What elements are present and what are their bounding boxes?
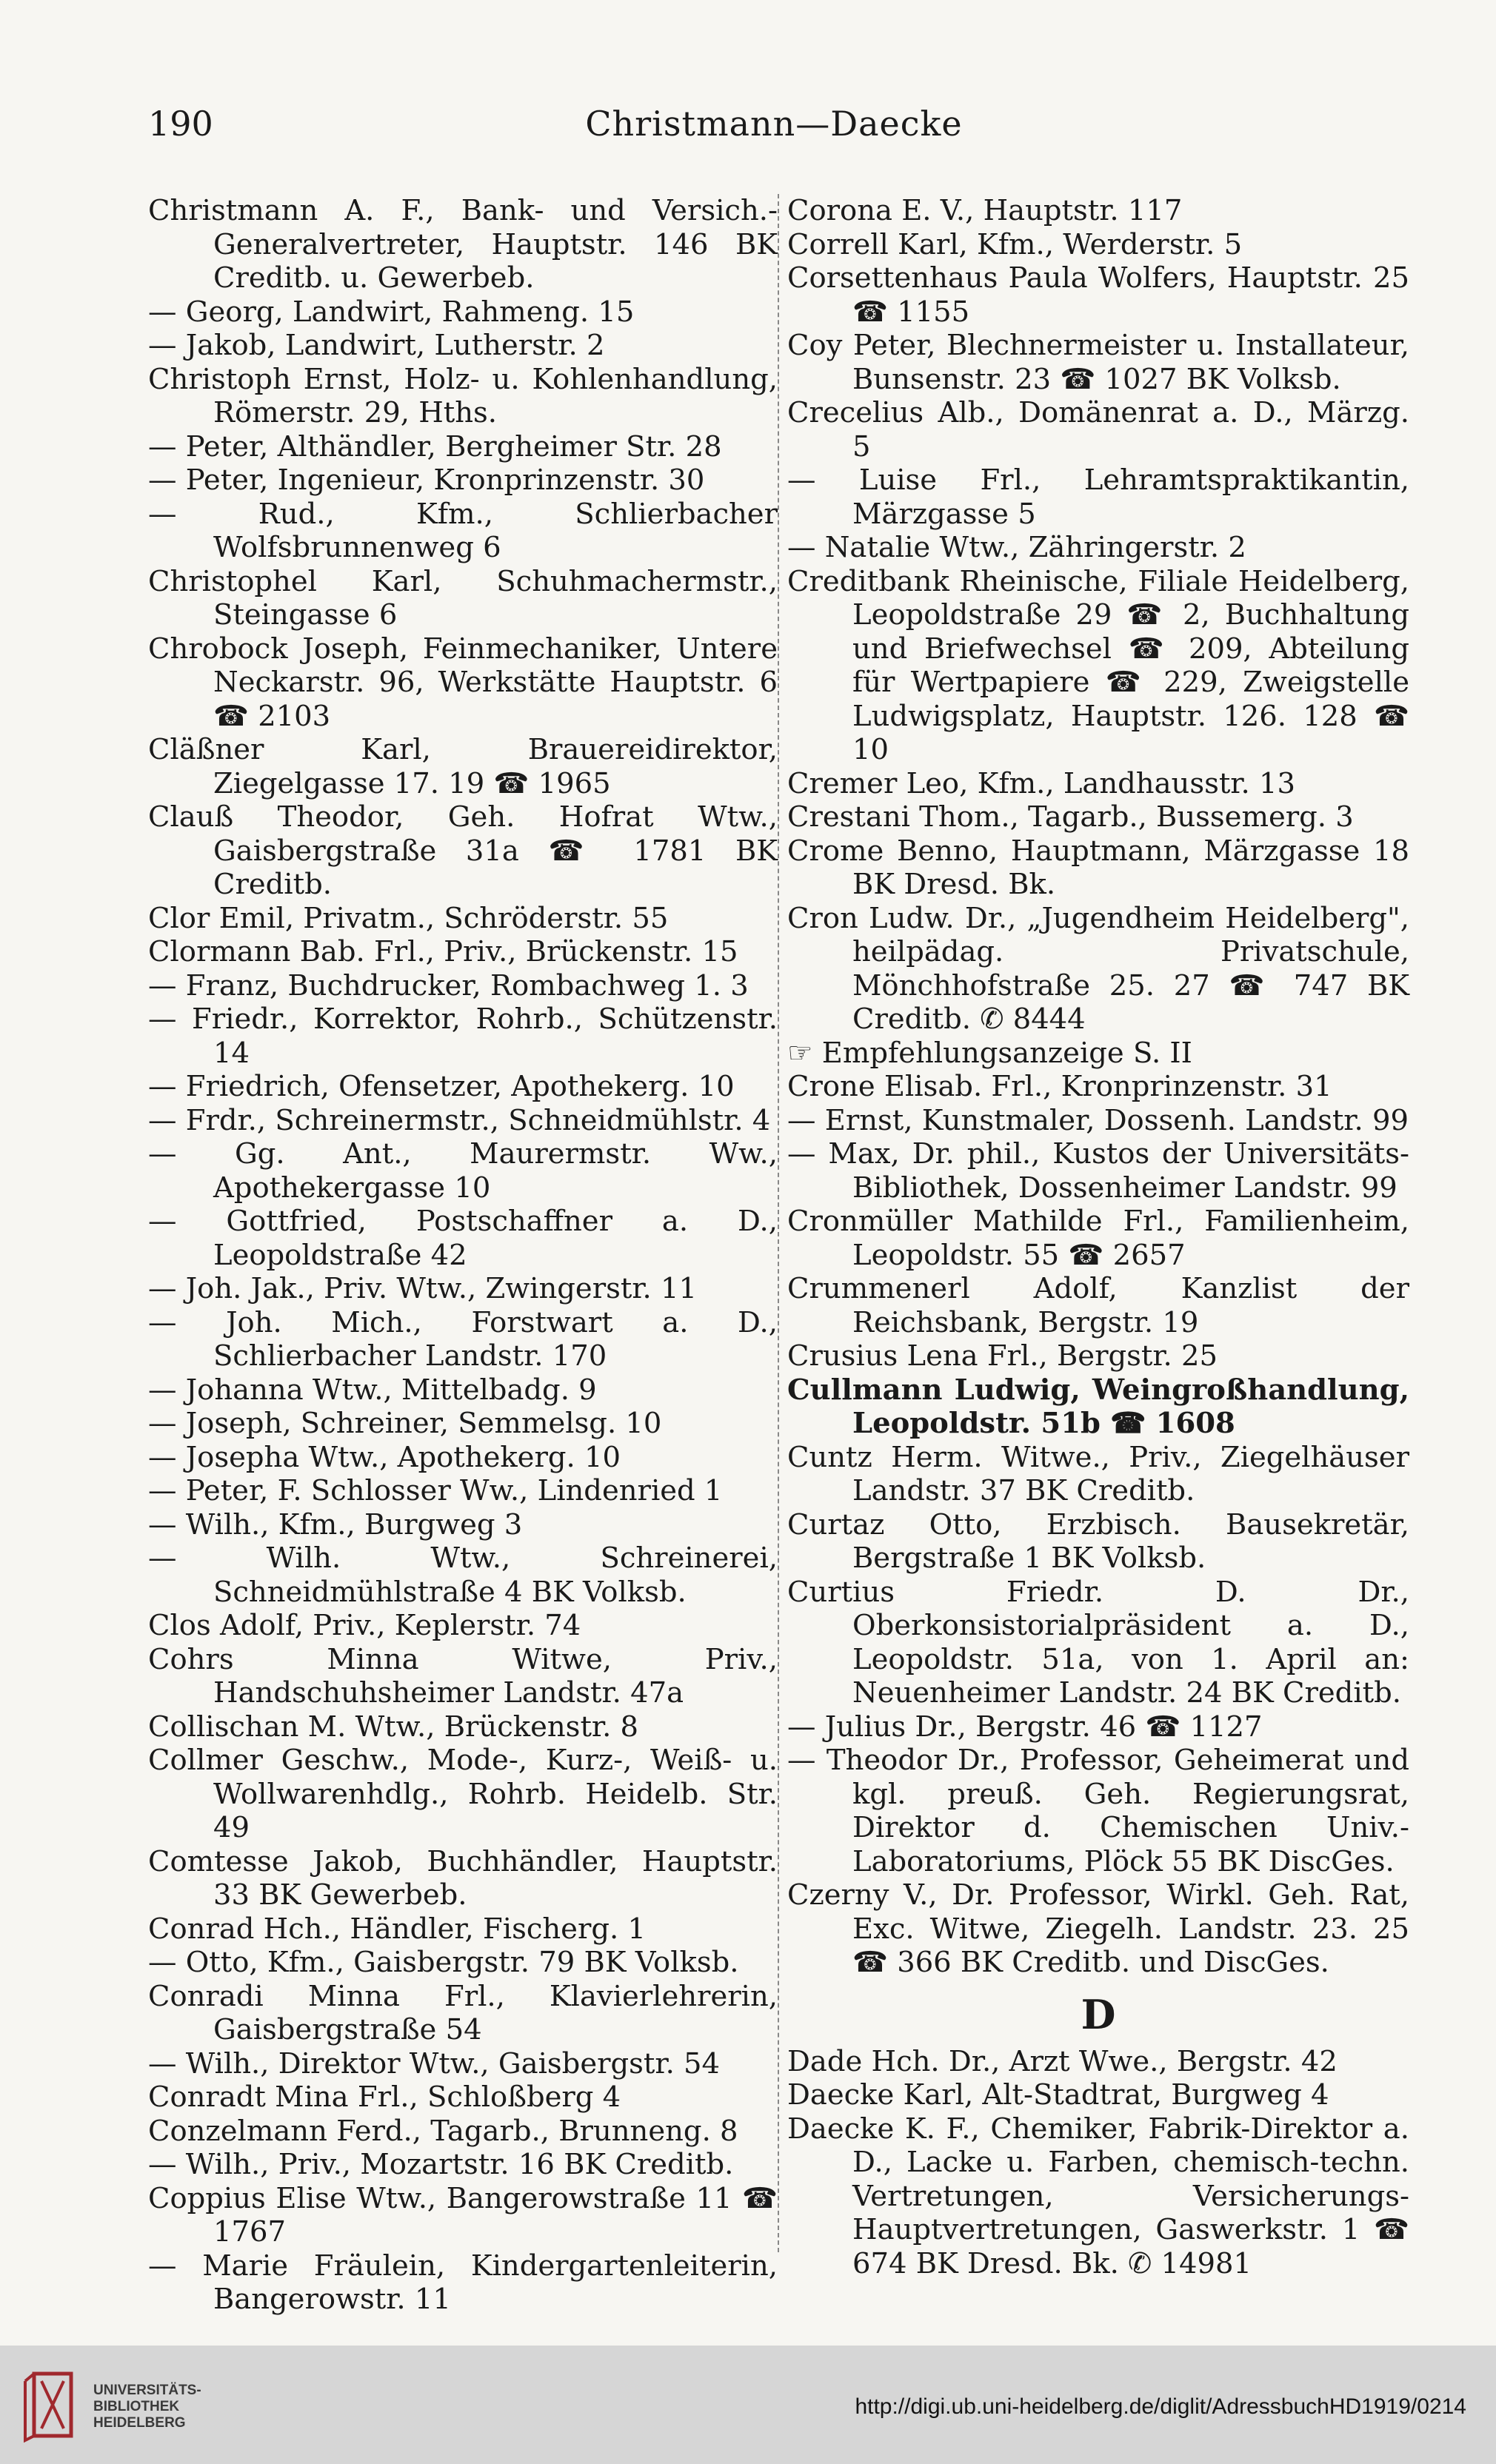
directory-entry: Czerny V., Dr. Professor, Wirkl. Geh. Rat, Exc. Witwe, Ziegelh. Landstr. 23. 25 ☎ 366 BK Creditb. und DiscGes. [787, 1878, 1409, 1979]
source-url-link[interactable]: http://digi.ub.uni-heidelberg.de/diglit/AdressbuchHD1919/0214 [855, 2394, 1466, 2419]
directory-entry: Coppius Elise Wtw., Bangerowstraße 11 ☎ 1767 [148, 2181, 778, 2249]
directory-entry: — Joh. Mich., Forstwart a. D., Schlierbacher Landstr. 170 [148, 1305, 778, 1373]
directory-entry: — Frdr., Schreinermstr., Schneidmühlstr. 4 [148, 1103, 771, 1137]
directory-entry: Clor Emil, Privatm., Schröderstr. 55 [148, 901, 669, 935]
directory-entry: Crecelius Alb., Domänenrat a. D., Märzg. 5 [787, 396, 1409, 463]
directory-entry: — Friedrich, Ofensetzer, Apothekerg. 10 [148, 1070, 735, 1103]
directory-entry: — Wilh. Wtw., Schreinerei, Schneidmühlstraße 4 BK Volksb. [148, 1541, 778, 1609]
directory-entry: — Peter, Althändler, Bergheimer Str. 28 [148, 429, 722, 463]
library-name-line: BIBLIOTHEK [93, 2399, 180, 2414]
directory-entry: Daecke Karl, Alt-Stadtrat, Burgweg 4 [787, 2078, 1329, 2112]
directory-entry: — Wilh., Direktor Wtw., Gaisbergstr. 54 [148, 2046, 721, 2080]
directory-entry: Conradt Mina Frl., Schloßberg 4 [148, 2080, 621, 2114]
directory-entry: Clormann Bab. Frl., Priv., Brückenstr. 15 [148, 935, 738, 968]
directory-entry: — Max, Dr. phil., Kustos der Universitäts-Bibliothek, Dossenheimer Landstr. 99 [787, 1137, 1409, 1205]
directory-entry: ☞ Empfehlungsanzeige S. II [787, 1036, 1192, 1070]
directory-entry: Crome Benno, Hauptmann, Märzgasse 18 BK Dresd. Bk. [787, 834, 1409, 901]
directory-entry: Curtaz Otto, Erzbisch. Bausekretär, Bergstraße 1 BK Volksb. [787, 1507, 1409, 1575]
left-column [148, 194, 778, 2317]
section-letter: D [1081, 1990, 1116, 2038]
directory-entry: — Friedr., Korrektor, Rohrb., Schützenstr. 14 [148, 1002, 778, 1070]
directory-entry: Daecke K. F., Chemiker, Fabrik-Direktor a. D., Lacke u. Farben, chemisch-techn. Vertretungen, Versicherungs-Hauptvertretungen, Gaswerkstr. 1 ☎ 674 BK Dresd. Bk. ✆ 14981 [787, 2112, 1409, 2280]
directory-entry: — Gottfried, Postschaffner a. D., Leopoldstraße 42 [148, 1205, 778, 1272]
directory-entry: Collmer Geschw., Mode-, Kurz-, Weiß- u. Wollwarenhdlg., Rohrb. Heidelb. Str. 49 [148, 1744, 778, 1844]
directory-entry: — Peter, F. Schlosser Ww., Lindenried 1 [148, 1474, 723, 1507]
directory-entry: Cronmüller Mathilde Frl., Familienheim, Leopoldstr. 55 ☎ 2657 [787, 1205, 1409, 1272]
directory-entry: — Joh. Jak., Priv. Wtw., Zwingerstr. 11 [148, 1272, 697, 1305]
directory-entry: Cron Ludw. Dr., „Jugendheim Heidelberg", heilpädag. Privatschule, Mönchhofstraße 25. 27 ☎ 747 BK Creditb. ✆ 8444 [787, 901, 1409, 1036]
directory-entry: Corona E. V., Hauptstr. 117 [787, 194, 1183, 227]
directory-entry: — Gg. Ant., Maurermstr. Ww., Apothekergasse 10 [148, 1137, 778, 1205]
directory-entry: Corsettenhaus Paula Wolfers, Hauptstr. 25 ☎ 1155 [787, 261, 1409, 329]
directory-entry: Crestani Thom., Tagarb., Bussemerg. 3 [787, 800, 1354, 834]
footer-bar [0, 2346, 1496, 2464]
directory-entry: — Marie Fräulein, Kindergartenleiterin, Bangerowstr. 11 [148, 2249, 778, 2316]
directory-entry: Coy Peter, Blechnermeister u. Installateur, Bunsenstr. 23 ☎ 1027 BK Volksb. [787, 329, 1409, 396]
directory-entry: Christmann A. F., Bank- und Versich.-Generalvertreter, Hauptstr. 146 BK Creditb. u. Gewerbeb. [148, 194, 778, 295]
directory-entry: — Johanna Wtw., Mittelbadg. 9 [148, 1373, 597, 1407]
directory-entry: Christophel Karl, Schuhmachermstr., Steingasse 6 [148, 564, 778, 632]
directory-entry: Curtius Friedr. D. Dr., Oberkonsistorialpräsident a. D., Leopoldstr. 51a, von 1. April an: Neuenheimer Landstr. 24 BK Creditb. [787, 1575, 1409, 1710]
directory-entry: — Peter, Ingenieur, Kronprinzenstr. 30 [148, 463, 705, 497]
directory-entry: Dade Hch. Dr., Arzt Wwe., Bergstr. 42 [787, 2044, 1338, 2078]
directory-entry: Correll Karl, Kfm., Werderstr. 5 [787, 227, 1243, 261]
directory-entry: — Luise Frl., Lehramtspraktikantin, Märzgasse 5 [787, 463, 1409, 531]
directory-entry: Cuntz Herm. Witwe., Priv., Ziegelhäuser Landstr. 37 BK Creditb. [787, 1440, 1409, 1507]
page-title: Christmann—Daecke [585, 104, 963, 144]
page-header [148, 104, 1400, 155]
library-name-line: HEIDELBERG [93, 2415, 186, 2431]
directory-entry: — Franz, Buchdrucker, Rombachweg 1. 3 [148, 968, 749, 1002]
directory-entry: — Joseph, Schreiner, Semmelsg. 10 [148, 1407, 662, 1440]
directory-entry: — Rud., Kfm., Schlierbacher Wolfsbrunnenweg 6 [148, 497, 778, 564]
library-name [93, 2383, 201, 2431]
directory-entry: Chrobock Joseph, Feinmechaniker, Untere Neckarstr. 96, Werkstätte Hauptstr. 6 ☎ 2103 [148, 632, 778, 733]
directory-entry: Creditbank Rheinische, Filiale Heidelberg, Leopoldstraße 29 ☎ 2, Buchhaltung und Briefwechsel ☎ 209, Abteilung für Wertpapiere ☎ 229, Zweigstelle Ludwigsplatz, Hauptstr. 126. 128 ☎ 10 [787, 564, 1409, 766]
directory-entry: — Josepha Wtw., Apothekerg. 10 [148, 1440, 621, 1474]
column-divider [778, 194, 779, 2252]
library-logo-icon [19, 2366, 87, 2443]
directory-entry: Comtesse Jakob, Buchhändler, Hauptstr. 33 BK Gewerbeb. [148, 1844, 778, 1912]
directory-entry: Crusius Lena Frl., Bergstr. 25 [787, 1339, 1218, 1373]
right-column [787, 194, 1409, 2280]
directory-entry: Cohrs Minna Witwe, Priv., Handschuhsheimer Landstr. 47a [148, 1642, 778, 1710]
directory-entry: — Otto, Kfm., Gaisbergstr. 79 BK Volksb. [148, 1946, 739, 1979]
directory-entry: Conzelmann Ferd., Tagarb., Brunneng. 8 [148, 2114, 738, 2148]
directory-entry: — Jakob, Landwirt, Lutherstr. 2 [148, 329, 605, 362]
directory-entry: — Ernst, Kunstmaler, Dossenh. Landstr. 99 [787, 1103, 1409, 1137]
directory-entry: Cullmann Ludwig, Weingroßhandlung, Leopoldstr. 51b ☎ 1608 [787, 1373, 1409, 1440]
directory-entry: — Georg, Landwirt, Rahmeng. 15 [148, 295, 635, 329]
directory-entry: — Wilh., Priv., Mozartstr. 16 BK Creditb. [148, 2148, 734, 2181]
directory-entry: Collischan M. Wtw., Brückenstr. 8 [148, 1710, 639, 1744]
directory-entry: Cläßner Karl, Brauereidirektor, Ziegelgasse 17. 19 ☎ 1965 [148, 733, 778, 800]
directory-entry: Crummenerl Adolf, Kanzlist der Reichsbank, Bergstr. 19 [787, 1272, 1409, 1339]
directory-entry: Clauß Theodor, Geh. Hofrat Wtw., Gaisbergstraße 31a ☎ 1781 BK Creditb. [148, 800, 778, 901]
library-name-line: UNIVERSITÄTS- [93, 2383, 201, 2398]
page-number: 190 [148, 104, 213, 144]
directory-entry: Crone Elisab. Frl., Kronprinzenstr. 31 [787, 1070, 1332, 1103]
directory-entry: — Theodor Dr., Professor, Geheimerat und kgl. preuß. Geh. Regierungsrat, Direktor d. Chemischen Univ.-Laboratoriums, Plöck 55 BK DiscGes. [787, 1744, 1409, 1878]
directory-entry: — Wilh., Kfm., Burgweg 3 [148, 1507, 523, 1541]
directory-entry: Christoph Ernst, Holz- u. Kohlenhandlung, Römerstr. 29, Hths. [148, 362, 778, 429]
directory-entry: — Julius Dr., Bergstr. 46 ☎ 1127 [787, 1710, 1263, 1744]
directory-entry: — Natalie Wtw., Zähringerstr. 2 [787, 531, 1246, 564]
directory-entry: Clos Adolf, Priv., Keplerstr. 74 [148, 1609, 581, 1642]
directory-entry: Cremer Leo, Kfm., Landhausstr. 13 [787, 766, 1295, 800]
directory-entry: Conrad Hch., Händler, Fischerg. 1 [148, 1912, 646, 1946]
directory-entry: Conradi Minna Frl., Klavierlehrerin, Gaisbergstraße 54 [148, 1979, 778, 2046]
